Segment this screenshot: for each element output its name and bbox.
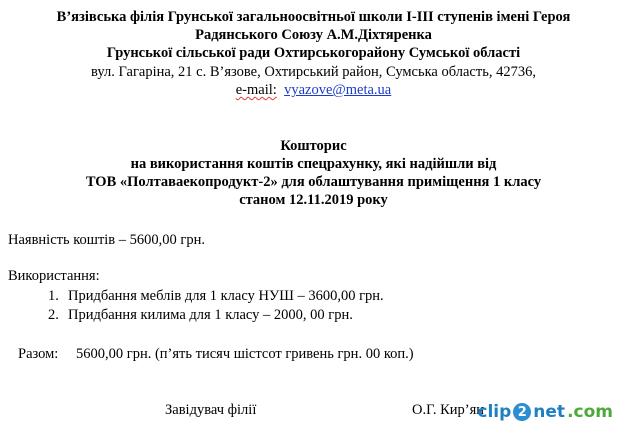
school-name-line2: Радянського Союзу А.М.Діхтяренка	[195, 27, 432, 43]
email-label: e-mail:	[235, 82, 277, 98]
signature-name: О.Г. Кир’ян	[412, 402, 485, 418]
signature-position: Завідувач філії	[165, 402, 257, 418]
list-item-text: Придбання меблів для 1 класу НУШ – 3600,00 грн.	[68, 288, 384, 304]
school-name-line1: В’язівська філія Грунської загальноосвітньої школи І-ІІІ ступенів імені Героя	[56, 9, 571, 25]
doc-title: Кошторис	[280, 138, 347, 154]
list-item-number: 1.	[48, 288, 59, 304]
list-item	[48, 306, 353, 324]
usage-label: Використання:	[8, 268, 100, 284]
watermark-text-2: 2	[513, 403, 531, 421]
total-line	[18, 345, 414, 363]
doc-title-line3: ТОВ «Полтаваекопродукт-2» для облаштування приміщення 1 класу	[85, 174, 542, 190]
total-label: Разом:	[18, 346, 59, 362]
doc-title-date: станом 12.11.2019 року	[239, 192, 388, 208]
watermark-text-com: .com	[567, 402, 613, 422]
list-item-number: 2.	[48, 307, 59, 323]
watermark-text-net: net	[533, 402, 566, 422]
email-link[interactable]: vyazove@meta.ua	[284, 82, 392, 98]
list-item	[48, 287, 384, 305]
school-council-line: Грунської сільської ради Охтирськогорайону Сумської області	[106, 45, 521, 61]
clip2net-watermark	[477, 398, 613, 426]
list-item-text: Придбання килима для 1 класу – 2000, 00 грн.	[68, 307, 353, 323]
funds-available: Наявність коштів – 5600,00 грн.	[8, 232, 205, 248]
school-email-line	[0, 81, 627, 99]
school-address: вул. Гагаріна, 21 с. В’язове, Охтирський район, Сумська область, 42736,	[91, 64, 536, 80]
watermark-text-clip: clip	[477, 402, 512, 422]
total-value: 5600,00 грн. (п’ять тисяч шістсот гривень грн. 00 коп.)	[76, 346, 414, 362]
doc-title-line2: на використання коштів спецрахунку, які надійшли від	[130, 156, 497, 172]
